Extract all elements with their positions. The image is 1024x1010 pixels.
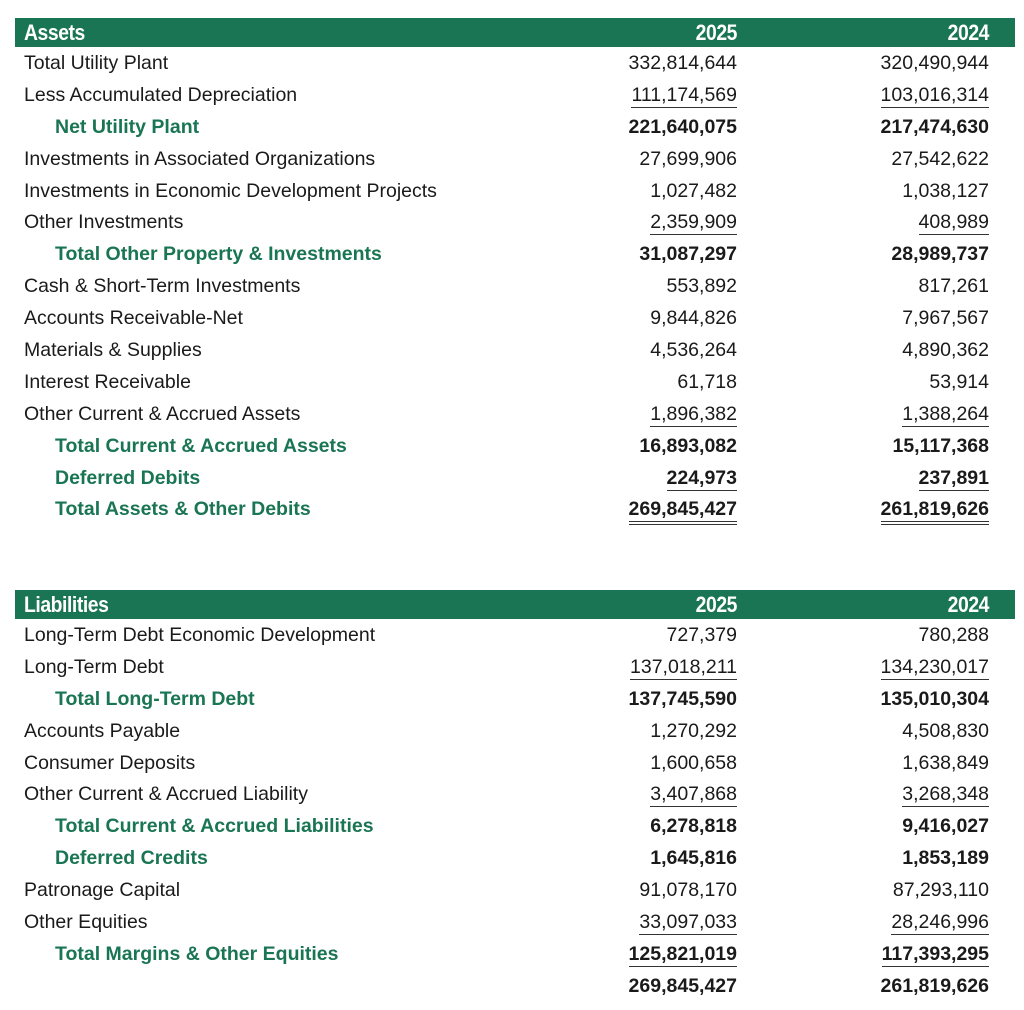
value-2024 xyxy=(902,339,989,362)
value-2024 xyxy=(902,847,989,870)
row-label: Other Current & Accrued Assets xyxy=(24,402,301,425)
value-text: 4,536,264 xyxy=(650,339,737,362)
assets-section xyxy=(15,18,1015,525)
row-label: Total Utility Plant xyxy=(24,52,169,74)
subtotal-row xyxy=(15,430,1015,462)
value-2025 xyxy=(650,720,737,743)
liabilities-rows xyxy=(15,619,1015,1002)
value-2024 xyxy=(881,116,989,139)
subtotal-row xyxy=(15,842,1015,874)
assets-col-2025: 2025 xyxy=(695,20,737,45)
row-label: Investments in Associated Organizations xyxy=(24,147,376,170)
value-text: 16,893,082 xyxy=(639,434,737,457)
row-label: Other Investments xyxy=(24,211,184,234)
table-row xyxy=(15,47,1015,79)
value-2025 xyxy=(639,243,737,266)
value-2024 xyxy=(881,84,989,108)
value-2025 xyxy=(650,783,737,807)
row-label: Other Equities xyxy=(24,911,148,934)
liabilities-header xyxy=(15,590,1015,619)
value-text: 31,087,297 xyxy=(639,243,737,266)
value-2025 xyxy=(629,52,737,75)
value-text: 87,293,110 xyxy=(892,879,989,902)
row-label: Long-Term Debt Economic Development xyxy=(24,624,376,646)
value-text: 125,821,019 xyxy=(628,942,737,965)
table-row xyxy=(15,398,1015,430)
value-2025 xyxy=(677,371,737,394)
row-label: Net Utility Plant xyxy=(55,115,200,138)
value-text: 1,645,816 xyxy=(650,847,737,870)
value-2024 xyxy=(881,498,989,525)
value-2024 xyxy=(893,879,989,902)
value-text: 53,914 xyxy=(929,370,989,393)
value-text: 320,490,944 xyxy=(880,52,989,74)
table-row xyxy=(15,302,1015,334)
table-row xyxy=(15,79,1015,111)
liabilities-col-2025: 2025 xyxy=(695,592,737,617)
row-label: Total Long-Term Debt xyxy=(55,687,255,710)
value-2024 xyxy=(919,275,990,298)
value-text: 27,699,906 xyxy=(639,147,737,170)
value-2024 xyxy=(881,975,989,998)
value-text: 9,416,027 xyxy=(902,815,989,838)
row-label: Total Other Property & Investments xyxy=(55,243,382,266)
value-2024 xyxy=(902,180,989,203)
value-text: 137,745,590 xyxy=(628,687,737,710)
value-2025 xyxy=(639,879,737,902)
assets-header xyxy=(15,18,1015,47)
value-2025 xyxy=(650,339,737,362)
value-2024 xyxy=(902,783,989,807)
row-label: Deferred Debits xyxy=(55,466,201,489)
value-2024 xyxy=(902,720,989,743)
value-text: 1,270,292 xyxy=(650,719,737,742)
value-2024 xyxy=(881,656,989,680)
value-2025 xyxy=(629,688,737,711)
value-2025 xyxy=(667,467,738,491)
value-text: 28,989,737 xyxy=(891,243,989,266)
value-text: 1,038,127 xyxy=(902,179,989,202)
row-label: Deferred Credits xyxy=(55,847,208,870)
value-2025 xyxy=(650,847,737,870)
row-label: Cash & Short-Term Investments xyxy=(24,275,301,298)
value-text: 269,845,427 xyxy=(629,498,737,525)
row-label: Total Current & Accrued Assets xyxy=(55,434,347,457)
value-text: 727,379 xyxy=(666,624,737,646)
subtotal-row xyxy=(15,493,1015,525)
value-text: 91,078,170 xyxy=(639,879,737,902)
value-2024 xyxy=(891,148,989,171)
table-row xyxy=(15,970,1015,1002)
value-2025 xyxy=(639,435,737,458)
subtotal-row xyxy=(15,111,1015,143)
liabilities-section xyxy=(15,590,1015,1002)
value-text: 135,010,304 xyxy=(880,687,989,710)
table-row xyxy=(15,366,1015,398)
value-text: 111,174,569 xyxy=(631,83,737,106)
value-text: 780,288 xyxy=(918,624,989,646)
value-2024 xyxy=(881,688,989,711)
value-text: 3,268,348 xyxy=(902,783,989,806)
value-text: 134,230,017 xyxy=(880,655,989,678)
value-text: 28,246,996 xyxy=(891,911,989,934)
table-row xyxy=(15,206,1015,238)
value-2025 xyxy=(631,84,737,108)
value-text: 553,892 xyxy=(666,275,737,298)
value-2024 xyxy=(902,815,989,838)
value-2025 xyxy=(629,943,737,967)
value-text: 217,474,630 xyxy=(880,115,989,138)
liabilities-col-2024: 2024 xyxy=(947,592,989,617)
value-text: 1,853,189 xyxy=(902,847,989,870)
value-text: 1,388,264 xyxy=(902,402,989,425)
value-2024 xyxy=(902,307,989,330)
row-label: Interest Receivable xyxy=(24,370,191,393)
table-row xyxy=(15,334,1015,366)
value-2025 xyxy=(629,498,737,525)
table-row xyxy=(15,906,1015,938)
value-2025 xyxy=(639,911,737,935)
value-text: 103,016,314 xyxy=(880,83,989,106)
value-text: 4,508,830 xyxy=(902,719,989,742)
table-row xyxy=(15,778,1015,810)
value-text: 269,845,427 xyxy=(628,974,737,997)
value-text: 261,819,626 xyxy=(880,974,989,997)
value-text: 9,844,826 xyxy=(650,307,737,330)
assets-title: Assets xyxy=(24,20,85,45)
value-2025 xyxy=(650,211,737,235)
row-label: Patronage Capital xyxy=(24,879,181,902)
value-2024 xyxy=(891,911,989,935)
value-2024 xyxy=(902,752,989,775)
value-text: 1,027,482 xyxy=(650,179,737,202)
value-text: 221,640,075 xyxy=(628,115,737,138)
row-label: Less Accumulated Depreciation xyxy=(24,83,298,106)
subtotal-row xyxy=(15,938,1015,970)
value-text: 6,278,818 xyxy=(650,815,737,838)
liabilities-title: Liabilities xyxy=(24,592,109,617)
value-text: 224,973 xyxy=(666,466,737,489)
value-2025 xyxy=(629,975,737,998)
table-row xyxy=(15,143,1015,175)
value-text: 15,117,368 xyxy=(892,434,989,457)
row-label: Accounts Receivable-Net xyxy=(24,307,243,330)
value-2024 xyxy=(882,943,989,967)
row-label: Total Margins & Other Equities xyxy=(55,942,339,965)
value-text: 1,600,658 xyxy=(650,751,737,774)
row-label: Consumer Deposits xyxy=(24,751,196,774)
subtotal-row xyxy=(15,462,1015,494)
value-2025 xyxy=(650,403,737,427)
value-text: 408,989 xyxy=(918,211,989,234)
row-label: Total Current & Accrued Liabilities xyxy=(55,815,374,838)
value-2025 xyxy=(667,624,738,647)
value-2025 xyxy=(650,307,737,330)
table-row xyxy=(15,747,1015,779)
value-2024 xyxy=(881,52,989,75)
row-label: Long-Term Debt xyxy=(24,655,164,678)
value-2025 xyxy=(667,275,738,298)
table-row xyxy=(15,715,1015,747)
row-label: Materials & Supplies xyxy=(24,339,202,362)
table-row xyxy=(15,619,1015,651)
value-text: 1,638,849 xyxy=(902,751,989,774)
value-text: 61,718 xyxy=(677,370,737,393)
row-label: Investments in Economic Development Projects xyxy=(24,179,437,202)
value-2024 xyxy=(919,211,990,235)
value-2024 xyxy=(902,403,989,427)
value-2025 xyxy=(650,180,737,203)
value-text: 2,359,909 xyxy=(650,211,737,234)
value-2025 xyxy=(630,656,737,680)
value-text: 7,967,567 xyxy=(902,307,989,330)
value-2025 xyxy=(639,148,737,171)
value-text: 237,891 xyxy=(918,466,989,489)
value-text: 817,261 xyxy=(918,275,989,298)
value-text: 261,819,626 xyxy=(881,498,989,525)
table-row xyxy=(15,651,1015,683)
subtotal-row xyxy=(15,810,1015,842)
value-text: 332,814,644 xyxy=(628,52,737,74)
value-2024 xyxy=(919,624,990,647)
subtotal-row xyxy=(15,238,1015,270)
value-2025 xyxy=(629,116,737,139)
value-text: 33,097,033 xyxy=(639,911,737,934)
value-text: 4,890,362 xyxy=(902,339,989,362)
value-2024 xyxy=(891,243,989,266)
table-row xyxy=(15,175,1015,207)
assets-rows xyxy=(15,47,1015,525)
value-text: 27,542,622 xyxy=(891,147,989,170)
row-label: Total Assets & Other Debits xyxy=(55,498,311,521)
value-2025 xyxy=(650,815,737,838)
value-text: 137,018,211 xyxy=(630,655,737,678)
row-label: Other Current & Accrued Liability xyxy=(24,783,308,806)
subtotal-row xyxy=(15,683,1015,715)
assets-col-2024: 2024 xyxy=(947,20,989,45)
table-row xyxy=(15,874,1015,906)
value-2024 xyxy=(892,435,989,458)
table-row xyxy=(15,270,1015,302)
value-2024 xyxy=(919,467,990,491)
value-text: 117,393,295 xyxy=(881,942,989,965)
value-2024 xyxy=(929,371,989,394)
value-2025 xyxy=(650,752,737,775)
row-label: Accounts Payable xyxy=(24,719,181,742)
value-text: 1,896,382 xyxy=(650,402,737,425)
value-text: 3,407,868 xyxy=(650,783,737,806)
